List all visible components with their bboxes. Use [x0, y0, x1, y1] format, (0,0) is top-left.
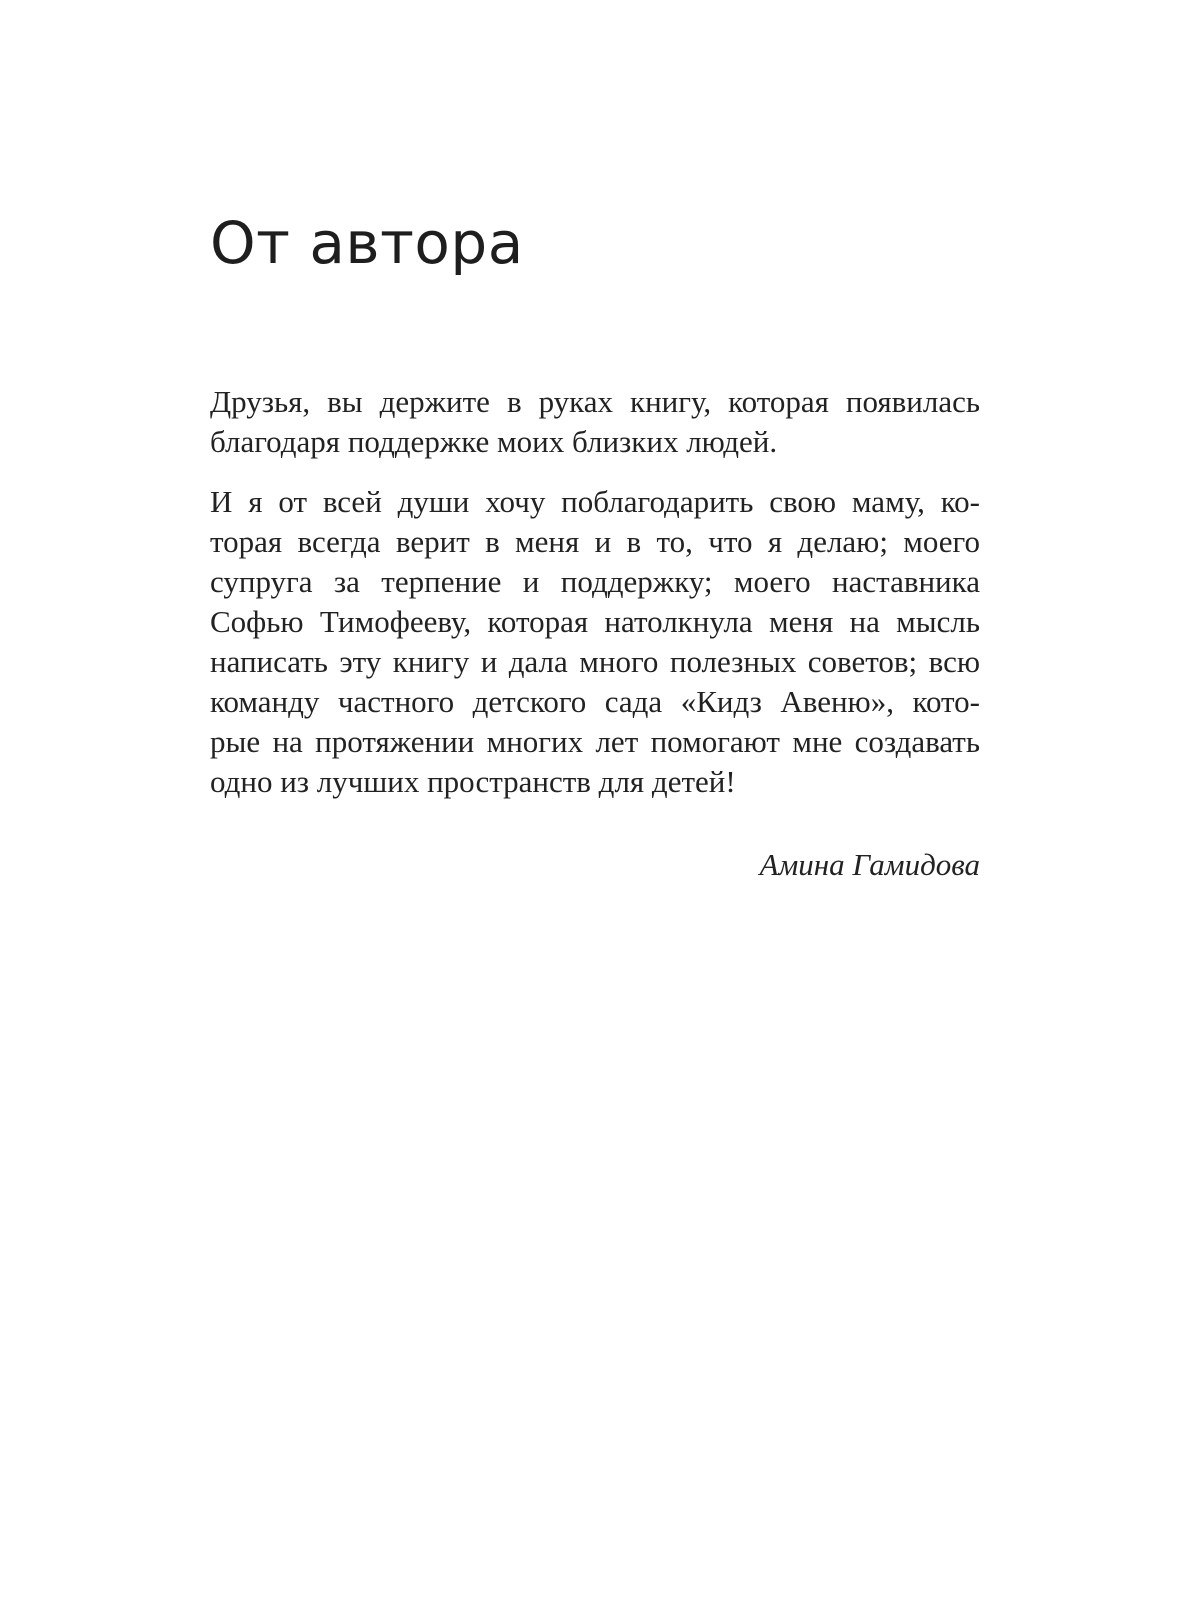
paragraph-line: супруга за терпение и поддержку; моего наставника	[210, 564, 980, 599]
paragraph-line: Софью Тимофееву, которая натолкнула меня на мысль	[210, 604, 980, 639]
paragraph-line: команду частного детского сада «Кидз Авеню», кото-	[210, 684, 980, 719]
paragraph-intro	[210, 382, 980, 462]
paragraph-line: рые на протяжении многих лет помогают мне создавать	[210, 724, 980, 759]
paragraph-line: И я от всей души хочу поблагодарить свою маму, ко-	[210, 484, 980, 519]
paragraph-line: Друзья, вы держите в руках книгу, которая появилась	[210, 384, 980, 419]
paragraph-line: одно из лучших пространств для детей!	[210, 764, 736, 799]
paragraph-line: написать эту книгу и дала много полезных советов; всю	[210, 644, 980, 679]
page-title: От автора	[210, 209, 524, 277]
paragraph-line: торая всегда верит в меня и в то, что я делаю; моего	[210, 524, 980, 559]
paragraph-line: благодаря поддержке моих близких людей.	[210, 424, 778, 459]
author-signature: Амина Гамидова	[759, 847, 980, 882]
body-text	[210, 382, 980, 802]
paragraph-gratitude	[210, 482, 980, 802]
paragraph-spacer	[210, 462, 980, 482]
